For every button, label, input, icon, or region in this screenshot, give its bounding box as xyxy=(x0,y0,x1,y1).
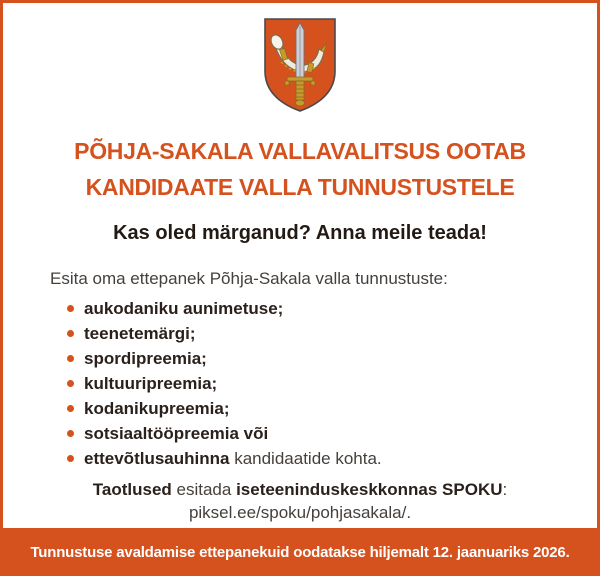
bullet-icon xyxy=(67,455,74,462)
list-item-label: aukodaniku aunimetuse; xyxy=(84,299,284,318)
list-item-label: sotsiaaltööpreemia või xyxy=(84,424,269,443)
apply-line xyxy=(3,478,597,501)
list-item-label: kodanikupreemia; xyxy=(84,399,230,418)
bullet-icon xyxy=(67,405,74,412)
bullet-icon xyxy=(67,355,74,362)
list-item xyxy=(67,446,597,471)
list-item xyxy=(67,371,597,396)
bullet-icon xyxy=(67,330,74,337)
list-item-suffix: kandidaatide kohta. xyxy=(229,449,382,468)
apply-url: piksel.ee/spoku/pohjasakala/. xyxy=(188,503,412,522)
award-list xyxy=(3,296,597,471)
list-item-label: kultuuripreemia; xyxy=(84,374,218,393)
bullet-icon xyxy=(67,305,74,312)
page-title xyxy=(3,133,597,205)
list-item-label: teenetemärgi; xyxy=(84,324,196,343)
bullet-icon xyxy=(67,430,74,437)
list-item xyxy=(67,321,597,346)
apply-bold-2: iseteeninduskeskkonnas SPOKU xyxy=(236,480,503,499)
deadline-banner xyxy=(0,528,600,576)
crest-container xyxy=(3,3,597,119)
list-item-label: ettevõtlusauhinna xyxy=(84,449,230,468)
list-item xyxy=(67,296,597,321)
apply-regular-2: : xyxy=(502,480,508,499)
list-item xyxy=(67,396,597,421)
apply-bold-1: Taotlused xyxy=(92,480,172,499)
subheading: Kas oled märganud? Anna meile teada! xyxy=(113,222,487,244)
coat-of-arms-icon xyxy=(261,16,339,114)
list-item xyxy=(67,421,597,446)
apply-regular-1: esitada xyxy=(171,480,237,499)
list-item xyxy=(67,346,597,371)
page-title-line1: PÕHJA-SAKALA VALLAVALITSUS OOTAB xyxy=(74,138,526,164)
page-title-line2: KANDIDAATE VALLA TUNNUSTUSTELE xyxy=(85,174,515,200)
deadline-text: Tunnustuse avaldamise ettepanekuid oodatakse hiljemalt 12. jaanuariks 2026. xyxy=(30,543,570,561)
list-item-label: spordipreemia; xyxy=(84,349,207,368)
content-card xyxy=(3,3,597,528)
bullet-icon xyxy=(67,380,74,387)
apply-instructions xyxy=(3,478,597,524)
intro-text: Esita oma ettepanek Põhja-Sakala valla tunnustuste: xyxy=(50,269,448,288)
